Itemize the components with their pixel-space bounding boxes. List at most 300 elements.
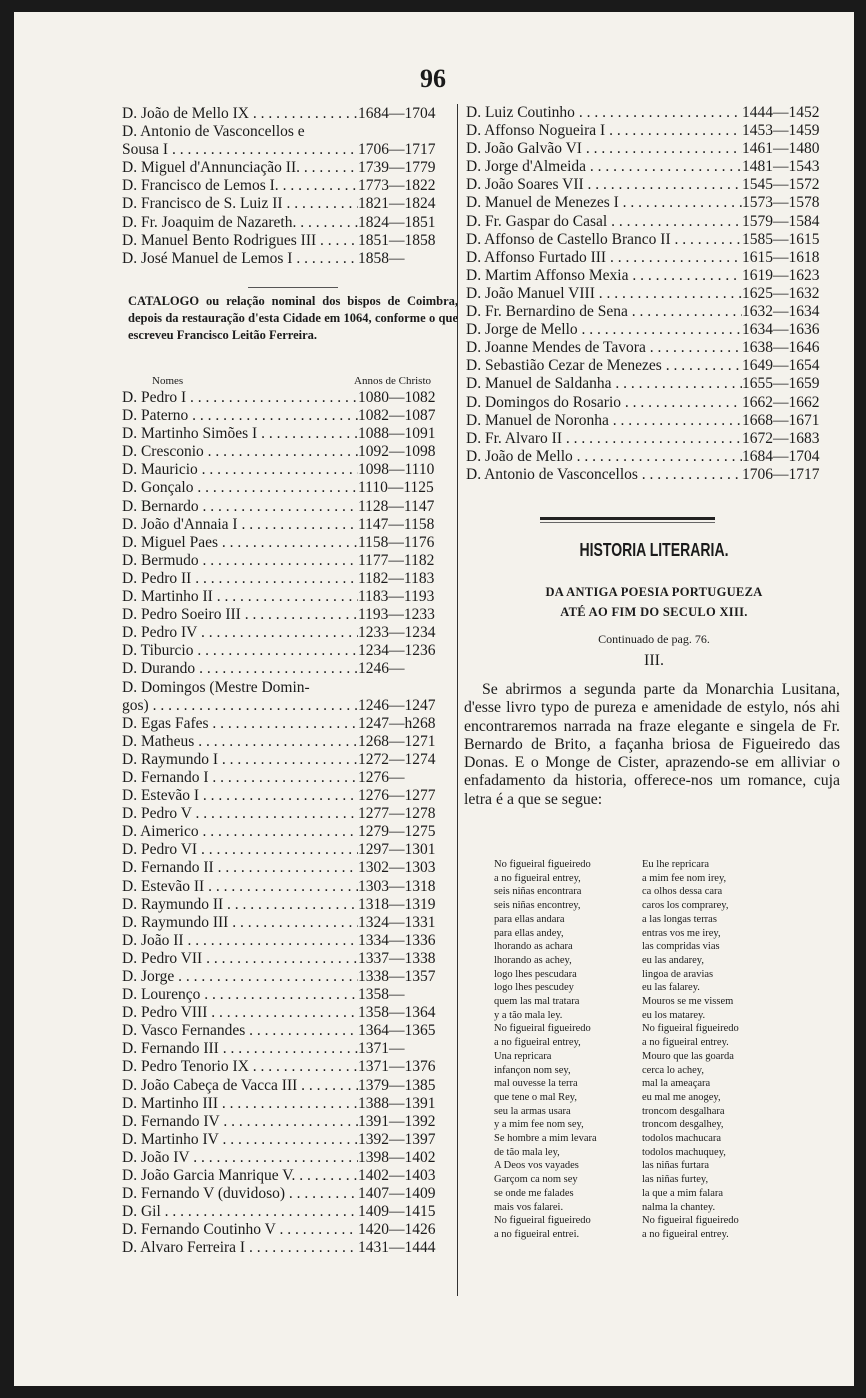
- verse-line: para ellas andara: [494, 913, 565, 925]
- list-item: [122, 425, 456, 443]
- bishop-name: D. Pedro VI . . .: [122, 841, 358, 859]
- section-title: HISTORIA LITERARIA.: [579, 540, 729, 560]
- bishop-name: D. Pedro I . . .: [122, 389, 358, 407]
- list-item: [466, 285, 838, 303]
- bishop-years: 1128—1147: [358, 497, 435, 515]
- list-item: [122, 1239, 456, 1257]
- bishop-name: D. Bermudo . . .: [122, 552, 358, 570]
- list-item: [122, 1095, 456, 1113]
- verse-line: eu las falarey.: [642, 982, 700, 994]
- verse-line: a no figueiral entrey.: [642, 1228, 729, 1240]
- subtitle-line-1: DA ANTIGA POESIA PORTUGUEZA: [545, 585, 763, 599]
- bishop-name: D. Domingos do Rosario . . .: [466, 394, 742, 412]
- bishop-name: D. Fernando V (duvidoso) . . .: [122, 1185, 358, 1203]
- list-item: [122, 1221, 456, 1239]
- list-item: [466, 249, 838, 267]
- bishop-name: D. Aimerico . . .: [122, 823, 358, 841]
- verse-line: logo lhes pescudey: [494, 982, 574, 994]
- bishop-years: 1334—1336: [358, 931, 436, 949]
- bishop-years: 1619—1623: [742, 266, 820, 284]
- bishop-name: D. Manuel de Saldanha . . .: [466, 375, 742, 393]
- list-item: [122, 787, 456, 805]
- list-item: [122, 588, 456, 606]
- verse-line: las compridas vias: [642, 941, 720, 953]
- list-item: [466, 375, 838, 393]
- list-item: [466, 357, 838, 375]
- bishop-name: D. Egas Fafes . . .: [122, 715, 358, 733]
- list-item: [122, 141, 458, 159]
- bishop-name: D. Martinho III . . .: [122, 1095, 358, 1113]
- list-item: [122, 697, 456, 715]
- verse-line: eu las andarey,: [642, 954, 704, 966]
- verse-line: No figueiral figueiredo: [642, 1215, 739, 1227]
- verse-line: se onde me falades: [494, 1187, 574, 1199]
- list-item: [122, 232, 458, 250]
- bishop-name: D. Bernardo . . .: [122, 498, 358, 516]
- verse-line: No figueiral figueiredo: [494, 1023, 591, 1035]
- list-item: [122, 552, 456, 570]
- verse-line: a no figueiral entrei.: [494, 1228, 580, 1240]
- verse-line: lingoa de aravias: [642, 968, 714, 980]
- list-item: [122, 1131, 456, 1149]
- bishop-years: 1371—1376: [358, 1058, 436, 1076]
- list-item: [122, 443, 456, 461]
- bishop-years: 1158—1176: [358, 533, 435, 551]
- bishop-name: D. Antonio de Vasconcellos . . .: [466, 466, 742, 484]
- list-item: [122, 950, 456, 968]
- bishop-name: D. Tiburcio . . .: [122, 642, 358, 660]
- list-item: [122, 1149, 456, 1167]
- list-item: [122, 968, 456, 986]
- bishop-years: 1444—1452: [742, 104, 820, 121]
- bishop-name: D. Sebastião Cezar de Menezes . . .: [466, 357, 742, 375]
- list-item: [122, 896, 456, 914]
- verse-column-left: [494, 858, 597, 1242]
- bishop-name: D. João de Mello . . .: [466, 448, 742, 466]
- bishop-name: D. Affonso de Castello Branco II . . .: [466, 231, 742, 249]
- verse-line: seis niñas encontrey,: [494, 900, 581, 912]
- section-rule-thin: [540, 522, 715, 523]
- bishop-name: D. Alvaro Ferreira I . . .: [122, 1239, 358, 1257]
- bishop-years: 1402—1403: [358, 1167, 436, 1185]
- bishop-name: D. Pedro Tenorio IX . . .: [122, 1058, 358, 1076]
- list-item: [122, 823, 456, 841]
- list-item: [122, 105, 458, 123]
- list-item: [122, 986, 456, 1004]
- list-item: [122, 715, 456, 733]
- list-item: [122, 805, 456, 823]
- bishop-name: D. Martim Affonso Mexia . . .: [466, 267, 742, 285]
- list-item: [122, 932, 456, 950]
- bishop-years: 1080—1082: [358, 389, 436, 406]
- verse-line: Eu lhe repricara: [642, 859, 710, 870]
- verse-line: Garçom ca nom sey: [494, 1174, 578, 1186]
- years-column-header: Annos de Christo: [354, 375, 431, 387]
- verse-line: No figueiral figueiredo: [494, 859, 591, 870]
- bishop-name: D. João Garcia Manrique V. . . .: [122, 1167, 358, 1185]
- bishop-years: 1579—1584: [742, 212, 820, 230]
- bishop-years: 1324—1331: [358, 913, 436, 931]
- verse-line: de tão mala ley,: [494, 1146, 560, 1158]
- bishop-years: 1573—1578: [742, 194, 820, 212]
- verse-line: lhorando as achey,: [494, 954, 572, 966]
- bishops-catalog-list: [122, 389, 456, 1258]
- bishop-name: D. Fernando II . . .: [122, 859, 358, 877]
- verse-line: mais vos falarei.: [494, 1201, 564, 1213]
- bishop-years: 1625—1632: [742, 284, 820, 302]
- bishop-name: D. Raymundo III . . .: [122, 914, 358, 932]
- list-item: [122, 1004, 456, 1022]
- bishop-name: D. Martinho Simões I . . .: [122, 425, 358, 443]
- bishop-years: 1246—: [358, 660, 405, 678]
- bishop-years: 1407—1409: [358, 1185, 436, 1203]
- list-item: [122, 479, 456, 497]
- bishop-name: D. João de Mello IX . . .: [122, 105, 358, 123]
- bishops-list-right: [466, 104, 838, 484]
- list-item: [466, 321, 838, 339]
- list-item: [466, 339, 838, 357]
- verse-line: entras vos me irey,: [642, 927, 721, 939]
- bishop-years: 1092—1098: [358, 443, 436, 461]
- list-item: [466, 140, 838, 158]
- bishop-name: D. João Manuel VIII . . .: [466, 285, 742, 303]
- list-item: [122, 1185, 456, 1203]
- bishop-years: 1272—1274: [358, 750, 436, 768]
- verse-line: seis niñas encontrara: [494, 886, 582, 898]
- bishop-name: D. Luiz Coutinho . . .: [466, 104, 742, 122]
- list-item: [122, 1058, 456, 1076]
- verse-line: No figueiral figueiredo: [642, 1023, 739, 1035]
- continued-note: Continuado de pag. 76.: [598, 632, 710, 646]
- list-item: [122, 1203, 456, 1221]
- bishop-name: gos) . . .: [122, 697, 358, 715]
- bishop-years: 1420—1426: [358, 1221, 436, 1239]
- verse-line: la que a mim falara: [642, 1187, 724, 1199]
- bishop-years: 1379—1385: [358, 1076, 436, 1094]
- verse-line: a mim fee nom irey,: [642, 872, 727, 884]
- bishop-name: D. Fernando I . . .: [122, 769, 358, 787]
- bishop-name: D. Vasco Fernandes . . .: [122, 1022, 358, 1040]
- list-item: [466, 303, 838, 321]
- bishop-years: [358, 123, 458, 141]
- bishop-name: D. Francisco de Lemos I. . . .: [122, 177, 358, 195]
- bishop-years: 1851—1858: [358, 231, 436, 249]
- verse-line: las niñas furtara: [642, 1160, 710, 1172]
- catalog-rule: [248, 287, 338, 288]
- verse-column-right: [642, 858, 739, 1242]
- bishop-years: 1358—: [358, 986, 405, 1004]
- bishop-years: 1634—1636: [742, 321, 820, 339]
- list-item: [122, 177, 458, 195]
- page-number: 96: [420, 64, 446, 93]
- bishop-name: D. Pedro II . . .: [122, 570, 358, 588]
- verse-line: cerca lo achey,: [642, 1064, 704, 1076]
- verse-line: y a tão mala ley.: [494, 1009, 563, 1021]
- verse-line: mal ouvesse la terra: [494, 1078, 578, 1090]
- bishop-years: 1277—1278: [358, 805, 436, 823]
- bishop-name: D. Gil . . .: [122, 1203, 358, 1221]
- bishop-years: 1684—1704: [358, 105, 436, 122]
- bishop-name: D. Fr. Alvaro II . . .: [466, 430, 742, 448]
- list-item: [122, 195, 458, 213]
- verse-line: a no figueiral entrey.: [642, 1037, 729, 1049]
- list-item: [122, 123, 458, 141]
- list-item: [122, 1113, 456, 1131]
- bishop-years: 1858—: [358, 249, 405, 267]
- list-item: [122, 570, 456, 588]
- column-divider: [457, 104, 458, 1296]
- bishop-years: 1431—1444: [358, 1239, 436, 1257]
- list-item: [122, 250, 458, 268]
- list-item: [466, 231, 838, 249]
- bishop-years: 1110—1125: [358, 479, 434, 497]
- list-item: [122, 534, 456, 552]
- bishop-name: D. Mauricio . . .: [122, 461, 358, 479]
- bishop-years: 1276—: [358, 768, 405, 786]
- bishop-years: 1391—1392: [358, 1112, 436, 1130]
- section-number: III.: [644, 652, 664, 669]
- bishop-name: D. Fr. Joaquim de Nazareth. . . .: [122, 214, 358, 232]
- list-item: [122, 624, 456, 642]
- bishop-years: 1337—1338: [358, 949, 436, 967]
- bishop-years: 1821—1824: [358, 195, 436, 213]
- bishop-years: 1088—1091: [358, 425, 436, 443]
- verse-line: que tene o mal Rey,: [494, 1091, 578, 1103]
- bishop-name: D. Paterno . . .: [122, 407, 358, 425]
- bishop-name: D. Fr. Bernardino de Sena . . .: [466, 303, 742, 321]
- bishop-name: D. Fr. Gaspar do Casal . . .: [466, 213, 742, 231]
- verse-line: a no figueiral entrey,: [494, 1037, 581, 1049]
- bishop-years: 1338—1357: [358, 968, 436, 985]
- verse-line: las niñas furtey,: [642, 1174, 709, 1186]
- bishop-name: D. Affonso Nogueira I . . .: [466, 122, 742, 140]
- bishop-years: 1824—1851: [358, 213, 436, 231]
- bishop-years: 1183—1193: [358, 588, 435, 606]
- bishop-years: 1358—1364: [358, 1004, 436, 1022]
- list-item: [466, 267, 838, 285]
- catalog-heading: CATALOGO ou relação nominal dos bispos de Coimbra, depois da restauração d'esta Cidade em 1064, conforme o que escreveu Francisco Leitão Ferreira.: [128, 294, 458, 342]
- bishop-name: D. João Soares VII . . .: [466, 176, 742, 194]
- list-item: [122, 606, 456, 624]
- bishop-name: D. Pedro Soeiro III . . .: [122, 606, 358, 624]
- list-item: [122, 407, 456, 425]
- list-item: [466, 412, 838, 430]
- list-item: [122, 679, 456, 697]
- bishop-name: D. José Manuel de Lemos I . . .: [122, 250, 358, 268]
- verse-line: Se hombre a mim levara: [494, 1133, 597, 1145]
- bishop-years: 1297—1301: [358, 841, 436, 859]
- list-item: [466, 213, 838, 231]
- verse-line: troncom desgalhara: [642, 1105, 725, 1117]
- list-item: [466, 448, 838, 466]
- bishop-years: 1615—1618: [742, 248, 820, 266]
- verse-line: todolos machucara: [642, 1133, 722, 1145]
- bishop-name: D. Pedro VIII . . .: [122, 1004, 358, 1022]
- bishop-years: 1662—1662: [742, 393, 820, 411]
- bishop-name: D. Miguel d'Annunciação II. . . .: [122, 159, 358, 177]
- verse-line: mal la ameaçara: [642, 1078, 711, 1090]
- bishop-name: D. João Cabeça de Vacca III . . .: [122, 1077, 358, 1095]
- list-item: [122, 642, 456, 660]
- bishop-years: 1585—1615: [742, 230, 820, 248]
- verse-line: logo lhes pescudara: [494, 968, 577, 980]
- bishop-years: 1318—1319: [358, 895, 436, 913]
- list-item: [466, 176, 838, 194]
- bishop-name: D. Raymundo II . . .: [122, 896, 358, 914]
- bishop-name: D. Estevão II . . .: [122, 878, 358, 896]
- bishop-years: 1706—1717: [742, 465, 820, 483]
- bishop-years: 1234—1236: [358, 642, 436, 660]
- bishop-name: D. Lourenço . . .: [122, 986, 358, 1004]
- list-item: [466, 394, 838, 412]
- bishop-years: 1453—1459: [742, 122, 820, 140]
- names-column-header: Nomes: [152, 375, 184, 387]
- bishop-years: 1247—h268: [358, 714, 436, 732]
- bishop-name: D. Jorge . . .: [122, 968, 358, 986]
- bishop-name: D. Pedro IV . . .: [122, 624, 358, 642]
- verse-line: Mouro que las goarda: [642, 1050, 734, 1062]
- bishop-name: Sousa I . . .: [122, 141, 358, 159]
- bishop-years: 1632—1634: [742, 303, 820, 321]
- list-item: [122, 660, 456, 678]
- verse-line: todolos machuquey,: [642, 1146, 726, 1158]
- bishop-name: D. Fernando III . . .: [122, 1040, 358, 1058]
- list-item: [122, 751, 456, 769]
- bishop-years: 1303—1318: [358, 877, 436, 895]
- list-item: [122, 859, 456, 877]
- list-item: [122, 159, 458, 177]
- verse-line: Una repricara: [494, 1050, 552, 1062]
- bishop-name: D. Pedro V . . .: [122, 805, 358, 823]
- verse-line: a las longas terras: [642, 913, 717, 925]
- verse-line: ca olhos dessa cara: [642, 886, 723, 898]
- bishop-name: D. Cresconio . . .: [122, 443, 358, 461]
- bishop-years: 1398—1402: [358, 1148, 436, 1166]
- list-item: [466, 122, 838, 140]
- list-item: [122, 1077, 456, 1095]
- verse-line: troncom desgalhey,: [642, 1119, 724, 1131]
- list-item: [122, 214, 458, 232]
- verse-line: Mouros se me vissem: [642, 996, 734, 1008]
- bishop-name: D. Francisco de S. Luiz II . . .: [122, 195, 358, 213]
- bishop-years: 1147—1158: [358, 515, 435, 533]
- bishop-years: 1545—1572: [742, 176, 820, 194]
- list-item: [122, 841, 456, 859]
- bishop-years: 1655—1659: [742, 375, 820, 393]
- list-item: [466, 194, 838, 212]
- bishop-name: D. Fernando Coutinho V . . .: [122, 1221, 358, 1239]
- bishop-years: 1388—1391: [358, 1094, 436, 1112]
- bishop-name: D. João II . . .: [122, 932, 358, 950]
- bishop-years: 1668—1671: [742, 411, 820, 429]
- verse-line: eu mal me anogey,: [642, 1091, 721, 1103]
- verse-line: A Deos vos vayades: [494, 1160, 579, 1172]
- verse-line: lhorando as achara: [494, 941, 573, 953]
- verse-line: y a mim fee nom sey,: [494, 1119, 584, 1131]
- bishop-years: 1098—1110: [358, 461, 435, 479]
- bishop-years: 1302—1303: [358, 859, 436, 877]
- verse-line: nalma la chantey.: [642, 1201, 716, 1213]
- bishop-name: D. Raymundo I . . .: [122, 751, 358, 769]
- bishop-name: D. Jorge de Mello . . .: [466, 321, 742, 339]
- bishops-list-top: [122, 105, 458, 268]
- bishop-name: D. Manuel de Menezes I . . .: [466, 194, 742, 212]
- bishop-years: 1773—1822: [358, 177, 436, 195]
- verse-line: infançon nom sey,: [494, 1064, 571, 1076]
- list-item: [122, 769, 456, 787]
- list-item: [122, 389, 456, 407]
- bishop-years: 1364—1365: [358, 1022, 436, 1040]
- list-item: [122, 733, 456, 751]
- bishop-name: D. João d'Annaia I . . .: [122, 516, 358, 534]
- bishop-name: D. Domingos (Mestre Domin-: [122, 678, 310, 696]
- bishop-name: D. Antonio de Vasconcellos e: [122, 123, 305, 141]
- list-item: [122, 1022, 456, 1040]
- verse-line: seu la armas usara: [494, 1105, 571, 1117]
- list-item: [122, 1040, 456, 1058]
- bishop-years: 1276—1277: [358, 787, 436, 805]
- list-item: [122, 914, 456, 932]
- bishop-years: 1082—1087: [358, 407, 436, 425]
- list-item: [122, 878, 456, 896]
- bishop-name: D. Fernando IV . . .: [122, 1113, 358, 1131]
- list-item: [122, 1167, 456, 1185]
- list-item: [122, 498, 456, 516]
- verse-line: No figueiral figueiredo: [494, 1215, 591, 1227]
- bishop-years: [358, 679, 456, 697]
- bishop-years: 1672—1683: [742, 429, 820, 447]
- subtitle-line-2: ATÉ AO FIM DO SECULO XIII.: [560, 605, 748, 619]
- bishop-years: 1268—1271: [358, 732, 436, 750]
- bishop-years: 1233—1234: [358, 624, 436, 642]
- verse-line: caros los comprarey,: [642, 900, 729, 912]
- bishop-years: 1177—1182: [358, 551, 435, 569]
- bishop-name: D. Martinho IV . . .: [122, 1131, 358, 1149]
- bishop-years: 1739—1779: [358, 159, 436, 177]
- bishop-years: 1481—1543: [742, 158, 820, 176]
- bishop-name: D. Manuel Bento Rodrigues III . . .: [122, 232, 358, 250]
- bishop-years: 1193—1233: [358, 606, 435, 624]
- section-rule-thick: [540, 517, 715, 520]
- list-item: [466, 430, 838, 448]
- bishop-years: 1409—1415: [358, 1203, 436, 1221]
- bishop-years: 1182—1183: [358, 569, 435, 587]
- bishop-years: 1684—1704: [742, 447, 820, 465]
- bishop-name: D. Estevão I . . .: [122, 787, 358, 805]
- bishop-years: 1638—1646: [742, 339, 820, 357]
- bishop-name: D. Joanne Mendes de Tavora . . .: [466, 339, 742, 357]
- bishop-years: 1279—1275: [358, 823, 436, 841]
- verse-line: quem las mal tratara: [494, 996, 580, 1008]
- bishop-name: D. Gonçalo . . .: [122, 479, 358, 497]
- bishop-name: D. Jorge d'Almeida . . .: [466, 158, 742, 176]
- verse-line: para ellas andey,: [494, 927, 564, 939]
- bishop-years: 1706—1717: [358, 141, 436, 159]
- bishop-years: 1392—1397: [358, 1130, 436, 1148]
- intro-paragraph: Se abrirmos a segunda parte da Monarchia Lusitana, d'esse livro typo de pureza e amenidade de estylo, nós ahi encontraremos narrada na fraze elegante e singela de Fr. Bernardo de Brito, a façanha briosa de Figueiredo das Donas. E o Monge de Cister, aprazendo-se em alliviar o enfadamento da historia, offerece-nos um romance, cuja letra é a que se segue:: [464, 681, 840, 808]
- list-item: [466, 104, 838, 122]
- bishop-years: 1461—1480: [742, 140, 820, 158]
- bishop-years: 1371—: [358, 1040, 405, 1058]
- list-item: [122, 461, 456, 479]
- bishop-name: D. Durando . . .: [122, 660, 358, 678]
- bishop-name: D. João IV . . .: [122, 1149, 358, 1167]
- verse-line: a no figueiral entrey,: [494, 872, 581, 884]
- bishop-name: D. Manuel de Noronha . . .: [466, 412, 742, 430]
- bishop-name: D. Miguel Paes . . .: [122, 534, 358, 552]
- bishop-name: D. Pedro VII . . .: [122, 950, 358, 968]
- bishop-name: D. João Galvão VI . . .: [466, 140, 742, 158]
